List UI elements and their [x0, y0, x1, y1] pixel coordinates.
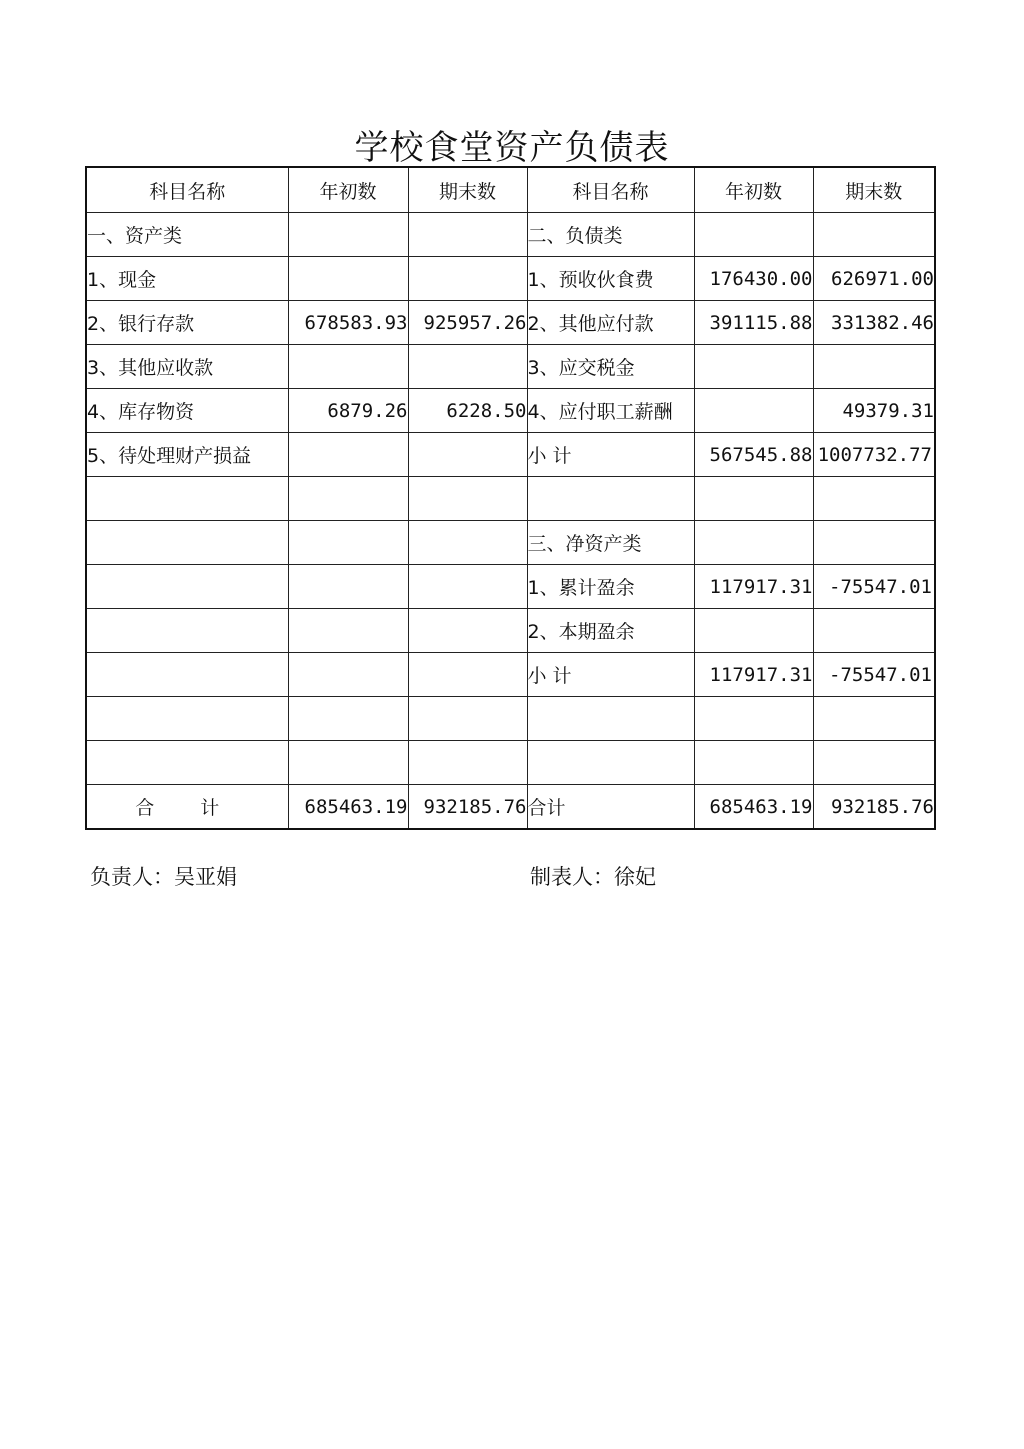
- table-row: [86, 389, 935, 433]
- asset-item-end: 6228.50: [408, 389, 527, 433]
- asset-item-name: 3、其他应收款: [86, 345, 288, 389]
- table-row: [86, 697, 935, 741]
- asset-item-name: 1、现金: [86, 257, 288, 301]
- asset-item-end: [408, 257, 527, 301]
- table-row: [86, 477, 935, 521]
- assets-section-label: 一、资产类: [86, 213, 288, 257]
- total-right-label: 合计: [527, 785, 694, 830]
- total-left-begin: 685463.19: [288, 785, 408, 830]
- net-assets-subtotal-begin: 117917.31: [694, 653, 813, 697]
- header-right-begin: 年初数: [694, 167, 813, 213]
- asset-item-begin: [288, 257, 408, 301]
- total-right-begin: 685463.19: [694, 785, 813, 830]
- liability-item-begin: 391115.88: [694, 301, 813, 345]
- table-row: [86, 565, 935, 609]
- total-row: [86, 785, 935, 830]
- liability-item-end: [813, 345, 935, 389]
- liabilities-subtotal-label: 小 计: [527, 433, 694, 477]
- asset-item-end: 925957.26: [408, 301, 527, 345]
- table-row: [86, 521, 935, 565]
- header-left-end: 期末数: [408, 167, 527, 213]
- liability-item-end: 49379.31: [813, 389, 935, 433]
- liability-item-end: 626971.00: [813, 257, 935, 301]
- table-row: [86, 257, 935, 301]
- asset-item-name: 2、银行存款: [86, 301, 288, 345]
- liability-item-begin: [694, 389, 813, 433]
- asset-item-begin: 678583.93: [288, 301, 408, 345]
- table-row: [86, 653, 935, 697]
- asset-item-end: [408, 433, 527, 477]
- preparer: 制表人：徐妃: [530, 865, 656, 889]
- liabilities-subtotal-begin: 567545.88: [694, 433, 813, 477]
- net-asset-item-name: 2、本期盈余: [527, 609, 694, 653]
- net-asset-item-name: 1、累计盈余: [527, 565, 694, 609]
- net-assets-section-label: 三、净资产类: [527, 521, 694, 565]
- header-right-end: 期末数: [813, 167, 935, 213]
- table-row: [86, 213, 935, 257]
- page-title: 学校食堂资产负债表: [354, 128, 670, 168]
- liability-item-name: 3、应交税金: [527, 345, 694, 389]
- liability-item-name: 2、其他应付款: [527, 301, 694, 345]
- table-row: [86, 609, 935, 653]
- liability-item-begin: 176430.00: [694, 257, 813, 301]
- table-row: [86, 433, 935, 477]
- total-left-end: 932185.76: [408, 785, 527, 830]
- liability-item-begin: [694, 345, 813, 389]
- header-right-name: 科目名称: [527, 167, 694, 213]
- balance-sheet-table: [85, 166, 936, 830]
- total-right-end: 932185.76: [813, 785, 935, 830]
- net-assets-subtotal-label: 小 计: [527, 653, 694, 697]
- net-asset-item-begin: [694, 609, 813, 653]
- asset-item-name: 5、待处理财产损益: [86, 433, 288, 477]
- header-row: [86, 167, 935, 213]
- net-asset-item-end: [813, 609, 935, 653]
- liability-item-end: 331382.46: [813, 301, 935, 345]
- header-left-name: 科目名称: [86, 167, 288, 213]
- liabilities-section-label: 二、负债类: [527, 213, 694, 257]
- asset-item-end: [408, 345, 527, 389]
- liabilities-subtotal-end: 1007732.77: [813, 433, 935, 477]
- header-left-begin: 年初数: [288, 167, 408, 213]
- net-asset-item-end: -75547.01: [813, 565, 935, 609]
- table-row: [86, 741, 935, 785]
- net-asset-item-begin: 117917.31: [694, 565, 813, 609]
- liability-item-name: 1、预收伙食费: [527, 257, 694, 301]
- asset-item-begin: [288, 433, 408, 477]
- asset-item-begin: 6879.26: [288, 389, 408, 433]
- table-row: [86, 345, 935, 389]
- liability-item-name: 4、应付职工薪酬: [527, 389, 694, 433]
- table-row: [86, 301, 935, 345]
- asset-item-begin: [288, 345, 408, 389]
- responsible-person: 负责人：吴亚娟: [90, 865, 237, 889]
- total-left-label: 合 计: [86, 785, 288, 830]
- asset-item-name: 4、库存物资: [86, 389, 288, 433]
- net-assets-subtotal-end: -75547.01: [813, 653, 935, 697]
